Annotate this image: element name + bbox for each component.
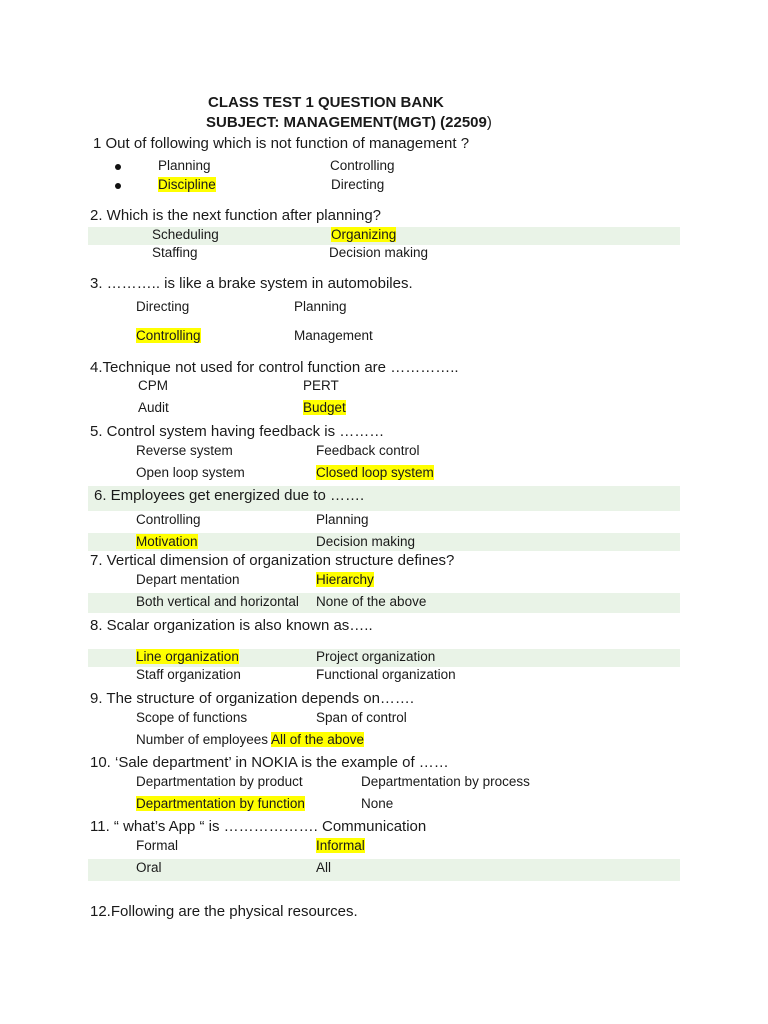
question-7: 7. Vertical dimension of organization structure defines?: [90, 552, 455, 569]
option: Reverse system: [136, 443, 233, 458]
option: CPM: [138, 378, 168, 393]
option: Planning: [158, 158, 211, 173]
option: Oral: [136, 860, 162, 875]
option: Formal: [136, 838, 179, 853]
option: Number of employees: [136, 732, 269, 747]
document-title: CLASS TEST 1 QUESTION BANK: [208, 94, 444, 111]
option: Staffing: [152, 245, 198, 260]
option-answer: Organizing: [331, 227, 397, 242]
option-answer: Budget: [303, 400, 346, 415]
option: Scheduling: [152, 227, 219, 242]
question-4: 4.Technique not used for control function are …………..: [90, 359, 459, 376]
option-answer: All of the above: [271, 732, 365, 747]
subject-heading: [206, 114, 492, 131]
option: Decision making: [329, 245, 429, 260]
option: None: [361, 796, 394, 811]
question-2: 2. Which is the next function after planning?: [90, 207, 382, 224]
question-6: 6. Employees get energized due to …….: [94, 487, 365, 504]
subject-close: ): [486, 114, 492, 131]
option: Decision making: [316, 534, 416, 549]
option: Feedback control: [316, 443, 420, 458]
option: Departmentation by process: [361, 774, 530, 789]
subject-text: SUBJECT: MANAGEMENT(MGT) (22509: [206, 114, 487, 131]
option: Scope of functions: [136, 710, 248, 725]
question-10: 10. ‘Sale department’ in NOKIA is the example of ……: [90, 754, 449, 771]
option-answer: Informal: [316, 838, 365, 853]
option: None of the above: [316, 594, 427, 609]
option: Planning: [316, 512, 369, 527]
option-answer: Departmentation by function: [136, 796, 305, 811]
option-answer: Closed loop system: [316, 465, 434, 480]
option: Project organization: [316, 649, 436, 664]
option-answer: Controlling: [136, 328, 201, 343]
option: Audit: [138, 400, 169, 415]
question-9: 9. The structure of organization depends on…….: [90, 690, 415, 707]
question-12: 12.Following are the physical resources.: [90, 903, 358, 920]
option: Functional organization: [316, 667, 456, 682]
option: Management: [294, 328, 373, 343]
option: Departmentation by product: [136, 774, 303, 789]
question-5: 5. Control system having feedback is ………: [90, 423, 385, 440]
option: All: [316, 860, 332, 875]
option: Directing: [136, 299, 190, 314]
option: Staff organization: [136, 667, 241, 682]
option: Open loop system: [136, 465, 245, 480]
option: Controlling: [330, 158, 395, 173]
question-1: 1 Out of following which is not function of management ?: [93, 135, 470, 152]
option-answer: Discipline: [158, 177, 216, 192]
option: Span of control: [316, 710, 407, 725]
question-11: 11. “ what’s App “ is ………………. Communication: [90, 818, 427, 835]
option: Both vertical and horizontal: [136, 594, 299, 609]
option: Planning: [294, 299, 347, 314]
question-8: 8. Scalar organization is also known as…..: [90, 617, 373, 634]
option-answer: Motivation: [136, 534, 198, 549]
row-band: [88, 859, 680, 881]
bullet-icon: [115, 164, 121, 170]
option-answer: Line organization: [136, 649, 239, 664]
option: Depart mentation: [136, 572, 240, 587]
option: PERT: [303, 378, 339, 393]
option-answer: Hierarchy: [316, 572, 374, 587]
option: Controlling: [136, 512, 201, 527]
question-3: 3. ……….. is like a brake system in automobiles.: [90, 275, 413, 292]
bullet-icon: [115, 183, 121, 189]
option: Directing: [331, 177, 385, 192]
